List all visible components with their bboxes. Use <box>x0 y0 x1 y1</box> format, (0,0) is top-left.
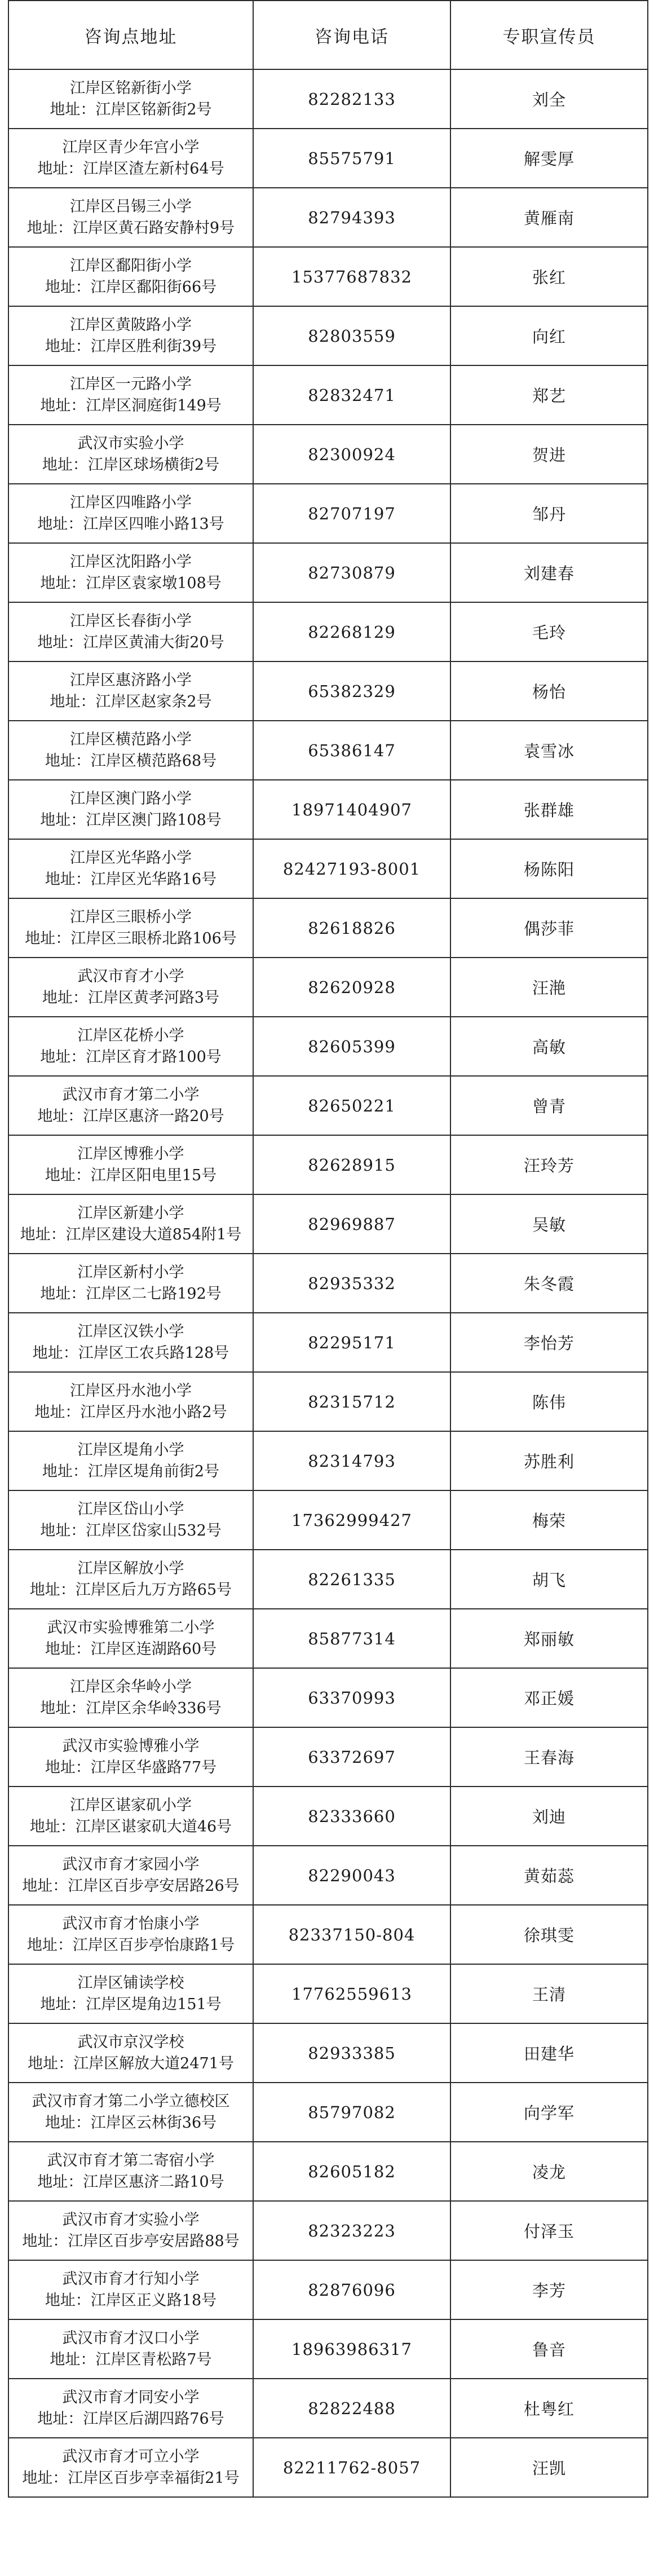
staff-cell: 汪滟 <box>450 958 648 1017</box>
site-name: 江岸区四唯路小学 <box>70 493 192 511</box>
site-address: 地址：江岸区连湖路60号 <box>45 1640 217 1658</box>
table-row <box>8 2201 648 2260</box>
phone-cell: 17362999427 <box>253 1490 450 1550</box>
staff-cell: 王春海 <box>450 1727 648 1787</box>
staff-cell: 胡飞 <box>450 1550 648 1609</box>
site-address: 地址：江岸区堤角边151号 <box>40 1995 222 2013</box>
table-row <box>8 602 648 661</box>
site-cell <box>8 1313 253 1372</box>
table-row <box>8 484 648 543</box>
site-cell <box>8 1076 253 1135</box>
phone-cell: 82605182 <box>253 2142 450 2201</box>
phone-cell: 82832471 <box>253 365 450 425</box>
staff-cell: 田建华 <box>450 2023 648 2083</box>
site-cell <box>8 1431 253 1490</box>
site-address: 地址：江岸区后湖四路76号 <box>37 2410 224 2428</box>
site-cell <box>8 1846 253 1905</box>
staff-cell: 向红 <box>450 306 648 365</box>
site-cell <box>8 129 253 188</box>
site-name: 江岸区黄陂路小学 <box>70 316 192 334</box>
site-cell <box>8 2319 253 2379</box>
site-name: 江岸区汉铁小学 <box>77 1322 184 1340</box>
site-address: 地址：江岸区二七路192号 <box>40 1285 222 1303</box>
table-row <box>8 1194 648 1254</box>
table-row <box>8 1668 648 1727</box>
staff-cell: 汪玲芳 <box>450 1135 648 1194</box>
table-row <box>8 839 648 898</box>
table-row <box>8 2023 648 2083</box>
site-name: 武汉市育才可立小学 <box>62 2447 200 2465</box>
site-name: 江岸区丹水池小学 <box>70 1382 192 1400</box>
site-cell <box>8 661 253 721</box>
table-row <box>8 543 648 602</box>
table-body <box>8 69 648 2497</box>
phone-cell: 82620928 <box>253 958 450 1017</box>
table-row <box>8 306 648 365</box>
table-row <box>8 247 648 306</box>
phone-cell: 82876096 <box>253 2260 450 2319</box>
site-name: 武汉市育才第二小学立德校区 <box>32 2092 230 2110</box>
site-name: 江岸区惠济路小学 <box>70 671 192 689</box>
phone-cell: 65382329 <box>253 661 450 721</box>
table-row <box>8 425 648 484</box>
phone-cell: 82618826 <box>253 898 450 958</box>
site-address: 地址：江岸区铭新街2号 <box>50 100 212 118</box>
site-cell <box>8 1550 253 1609</box>
phone-cell: 82935332 <box>253 1254 450 1313</box>
staff-cell: 郑丽敏 <box>450 1609 648 1668</box>
site-name: 江岸区解放小学 <box>77 1559 184 1577</box>
phone-cell: 85877314 <box>253 1609 450 1668</box>
site-cell <box>8 1964 253 2023</box>
site-name: 江岸区横范路小学 <box>70 730 192 748</box>
site-name: 江岸区铭新街小学 <box>70 79 192 97</box>
staff-cell: 偶莎菲 <box>450 898 648 958</box>
phone-cell: 63370993 <box>253 1668 450 1727</box>
site-address: 地址：江岸区光华路16号 <box>45 870 217 888</box>
site-address: 地址：江岸区云林街36号 <box>45 2114 217 2132</box>
phone-cell: 65386147 <box>253 721 450 780</box>
site-address: 地址：江岸区横范路68号 <box>45 752 217 770</box>
staff-cell: 吴敏 <box>450 1194 648 1254</box>
site-address: 地址：江岸区百步亭安居路88号 <box>22 2232 240 2250</box>
table-row <box>8 661 648 721</box>
phone-cell: 82323223 <box>253 2201 450 2260</box>
site-address: 地址：江岸区正义路18号 <box>45 2291 217 2309</box>
phone-cell: 82730879 <box>253 543 450 602</box>
staff-cell: 杨陈阳 <box>450 839 648 898</box>
staff-cell: 李芳 <box>450 2260 648 2319</box>
phone-cell: 17762559613 <box>253 1964 450 2023</box>
site-name: 武汉市实验博雅第二小学 <box>47 1618 215 1637</box>
site-cell <box>8 780 253 839</box>
site-address: 地址：江岸区惠济二路10号 <box>37 2173 224 2191</box>
staff-cell: 杨怡 <box>450 661 648 721</box>
table-row <box>8 188 648 247</box>
site-name: 武汉市实验小学 <box>77 434 184 452</box>
table-row <box>8 721 648 780</box>
phone-cell: 82707197 <box>253 484 450 543</box>
site-name: 江岸区新建小学 <box>77 1204 184 1222</box>
header-staff: 专职宣传员 <box>450 1 648 69</box>
site-name: 江岸区花桥小学 <box>77 1026 184 1044</box>
site-address: 地址：江岸区谌家矶大道46号 <box>29 1818 232 1836</box>
site-name: 武汉市京汉学校 <box>77 2033 184 2051</box>
site-address: 地址：江岸区后九万方路65号 <box>29 1581 232 1599</box>
table-row <box>8 1550 648 1609</box>
site-cell <box>8 247 253 306</box>
table-row <box>8 69 648 129</box>
site-address: 地址：江岸区黄孝河路3号 <box>42 989 220 1007</box>
site-address: 地址：江岸区解放大道2471号 <box>28 2054 234 2072</box>
phone-cell: 82295171 <box>253 1313 450 1372</box>
consultation-sheet <box>8 0 647 2498</box>
staff-cell: 朱冬霞 <box>450 1254 648 1313</box>
table-row <box>8 2319 648 2379</box>
phone-cell: 82794393 <box>253 188 450 247</box>
site-cell <box>8 306 253 365</box>
phone-cell: 82333660 <box>253 1787 450 1846</box>
site-address: 地址：江岸区惠济一路20号 <box>37 1107 224 1125</box>
table-row <box>8 1431 648 1490</box>
phone-cell: 82268129 <box>253 602 450 661</box>
site-address: 地址：江岸区百步亭幸福街21号 <box>22 2469 240 2487</box>
phone-cell: 82261335 <box>253 1550 450 1609</box>
site-address: 地址：江岸区四唯小路13号 <box>37 515 224 533</box>
staff-cell: 徐琪雯 <box>450 1905 648 1964</box>
site-address: 地址：江岸区洞庭街149号 <box>40 396 222 414</box>
site-address: 地址：江岸区赵家条2号 <box>50 692 212 711</box>
site-cell <box>8 425 253 484</box>
site-cell <box>8 1905 253 1964</box>
table-row <box>8 2260 648 2319</box>
site-name: 江岸区三眼桥小学 <box>70 908 192 926</box>
site-name: 江岸区一元路小学 <box>70 375 192 393</box>
staff-cell: 付泽玉 <box>450 2201 648 2260</box>
table-row <box>8 1076 648 1135</box>
table-row <box>8 1135 648 1194</box>
site-address: 地址：江岸区袁家墩108号 <box>40 574 222 592</box>
table-row <box>8 129 648 188</box>
site-name: 江岸区沈阳路小学 <box>70 553 192 571</box>
table-row <box>8 2379 648 2438</box>
site-cell <box>8 1017 253 1076</box>
staff-cell: 张群雄 <box>450 780 648 839</box>
header-phone: 咨询电话 <box>253 1 450 69</box>
site-address: 地址：江岸区黄石路安静村9号 <box>26 219 235 237</box>
site-name: 武汉市育才怡康小学 <box>62 1915 200 1933</box>
phone-cell: 82337150-804 <box>253 1905 450 1964</box>
staff-cell: 黄茹蕊 <box>450 1846 648 1905</box>
phone-cell: 63372697 <box>253 1727 450 1787</box>
site-cell <box>8 2023 253 2083</box>
site-name: 武汉市育才家园小学 <box>62 1855 200 1873</box>
staff-cell: 鲁音 <box>450 2319 648 2379</box>
site-address: 地址：江岸区黄浦大街20号 <box>37 633 224 651</box>
table-row <box>8 1017 648 1076</box>
site-address: 地址：江岸区青松路7号 <box>50 2350 212 2368</box>
site-cell <box>8 1787 253 1846</box>
site-name: 武汉市育才第二小学 <box>62 1086 200 1104</box>
phone-cell: 85797082 <box>253 2083 450 2142</box>
site-address: 地址：江岸区鄱阳街66号 <box>45 278 217 296</box>
site-name: 江岸区博雅小学 <box>77 1145 184 1163</box>
header-row <box>8 1 648 69</box>
site-name: 武汉市育才行知小学 <box>62 2270 200 2288</box>
table-row <box>8 1905 648 1964</box>
site-name: 江岸区吕锡三小学 <box>70 197 192 215</box>
site-name: 江岸区谌家矶小学 <box>70 1796 192 1814</box>
site-cell <box>8 484 253 543</box>
phone-cell: 18971404907 <box>253 780 450 839</box>
site-cell <box>8 1372 253 1431</box>
site-address: 地址：江岸区百步亭安居路26号 <box>22 1877 240 1895</box>
site-cell <box>8 1490 253 1550</box>
site-name: 江岸区澳门路小学 <box>70 789 192 808</box>
site-cell <box>8 898 253 958</box>
site-name: 江岸区青少年宫小学 <box>62 138 200 156</box>
site-address: 地址：江岸区胜利街39号 <box>45 337 217 355</box>
site-address: 地址：江岸区工农兵路128号 <box>32 1344 229 1362</box>
table-row <box>8 2438 648 2497</box>
site-name: 武汉市育才第二寄宿小学 <box>47 2151 215 2169</box>
site-name: 江岸区铺读学校 <box>77 1974 184 1992</box>
site-cell <box>8 1194 253 1254</box>
staff-cell: 刘建春 <box>450 543 648 602</box>
site-name: 江岸区余华岭小学 <box>70 1678 192 1696</box>
staff-cell: 毛玲 <box>450 602 648 661</box>
table-row <box>8 1609 648 1668</box>
staff-cell: 刘全 <box>450 69 648 129</box>
site-name: 武汉市育才汉口小学 <box>62 2329 200 2347</box>
site-cell <box>8 1609 253 1668</box>
table-row <box>8 2083 648 2142</box>
site-cell <box>8 365 253 425</box>
staff-cell: 曾青 <box>450 1076 648 1135</box>
staff-cell: 高敏 <box>450 1017 648 1076</box>
site-cell <box>8 2260 253 2319</box>
site-cell <box>8 2142 253 2201</box>
phone-cell: 15377687832 <box>253 247 450 306</box>
staff-cell: 邓正媛 <box>450 1668 648 1727</box>
staff-cell: 王清 <box>450 1964 648 2023</box>
header-site: 咨询点地址 <box>8 1 253 69</box>
site-cell <box>8 2083 253 2142</box>
site-cell <box>8 958 253 1017</box>
site-address: 地址：江岸区百步亭怡康路1号 <box>26 1936 235 1954</box>
table-row <box>8 1254 648 1313</box>
table-header <box>8 1 648 69</box>
staff-cell: 向学军 <box>450 2083 648 2142</box>
phone-cell: 82300924 <box>253 425 450 484</box>
phone-cell: 18963986317 <box>253 2319 450 2379</box>
site-cell <box>8 188 253 247</box>
table-row <box>8 2142 648 2201</box>
staff-cell: 邹丹 <box>450 484 648 543</box>
site-name: 江岸区长春街小学 <box>70 612 192 630</box>
table-row <box>8 1313 648 1372</box>
site-address: 地址：江岸区三眼桥北路106号 <box>25 929 237 947</box>
staff-cell: 张红 <box>450 247 648 306</box>
phone-cell: 82628915 <box>253 1135 450 1194</box>
site-address: 地址：江岸区堤角前街2号 <box>42 1462 220 1480</box>
site-address: 地址：江岸区渣左新村64号 <box>37 160 224 178</box>
site-address: 地址：江岸区建设大道854附1号 <box>20 1225 242 1243</box>
phone-cell: 82427193-8001 <box>253 839 450 898</box>
table-row <box>8 1490 648 1550</box>
site-cell <box>8 602 253 661</box>
staff-cell: 解雯厚 <box>450 129 648 188</box>
site-cell <box>8 721 253 780</box>
table-row <box>8 1787 648 1846</box>
phone-cell: 82822488 <box>253 2379 450 2438</box>
phone-cell: 82933385 <box>253 2023 450 2083</box>
staff-cell: 贺进 <box>450 425 648 484</box>
staff-cell: 李怡芳 <box>450 1313 648 1372</box>
site-cell <box>8 839 253 898</box>
staff-cell: 陈伟 <box>450 1372 648 1431</box>
site-name: 武汉市育才实验小学 <box>62 2211 200 2229</box>
site-cell <box>8 1668 253 1727</box>
site-name: 武汉市育才小学 <box>77 967 184 985</box>
table-row <box>8 1846 648 1905</box>
staff-cell: 杜粤红 <box>450 2379 648 2438</box>
phone-cell: 85575791 <box>253 129 450 188</box>
site-cell <box>8 1254 253 1313</box>
table-row <box>8 1372 648 1431</box>
table-row <box>8 780 648 839</box>
staff-cell: 黄雁南 <box>450 188 648 247</box>
site-name: 江岸区光华路小学 <box>70 849 192 867</box>
phone-cell: 82315712 <box>253 1372 450 1431</box>
site-name: 江岸区鄱阳街小学 <box>70 257 192 275</box>
phone-cell: 82650221 <box>253 1076 450 1135</box>
table-row <box>8 1964 648 2023</box>
site-name: 武汉市实验博雅小学 <box>62 1737 200 1755</box>
table-row <box>8 958 648 1017</box>
site-name: 武汉市育才同安小学 <box>62 2388 200 2406</box>
phone-cell: 82969887 <box>253 1194 450 1254</box>
table-row <box>8 898 648 958</box>
site-address: 地址：江岸区阳电里15号 <box>45 1166 217 1184</box>
site-address: 地址：江岸区澳门路108号 <box>40 811 222 829</box>
site-address: 地址：江岸区丹水池小路2号 <box>34 1403 227 1421</box>
staff-cell: 凌龙 <box>450 2142 648 2201</box>
site-cell <box>8 543 253 602</box>
site-address: 地址：江岸区余华岭336号 <box>40 1699 222 1717</box>
staff-cell: 汪凯 <box>450 2438 648 2497</box>
table-row <box>8 365 648 425</box>
phone-cell: 82282133 <box>253 69 450 129</box>
site-cell <box>8 1135 253 1194</box>
phone-cell: 82605399 <box>253 1017 450 1076</box>
site-cell <box>8 2438 253 2497</box>
staff-cell: 郑艺 <box>450 365 648 425</box>
site-address: 地址：江岸区育才路100号 <box>40 1048 222 1066</box>
site-name: 江岸区新村小学 <box>77 1263 184 1281</box>
staff-cell: 梅荣 <box>450 1490 648 1550</box>
site-cell <box>8 1727 253 1787</box>
site-cell <box>8 69 253 129</box>
staff-cell: 苏胜利 <box>450 1431 648 1490</box>
consultation-table <box>8 0 648 2498</box>
site-cell <box>8 2379 253 2438</box>
phone-cell: 82803559 <box>253 306 450 365</box>
site-address: 地址：江岸区球场横街2号 <box>42 456 220 474</box>
site-cell <box>8 2201 253 2260</box>
phone-cell: 82211762-8057 <box>253 2438 450 2497</box>
site-name: 江岸区堤角小学 <box>77 1441 184 1459</box>
phone-cell: 82314793 <box>253 1431 450 1490</box>
table-row <box>8 1727 648 1787</box>
staff-cell: 刘迪 <box>450 1787 648 1846</box>
site-name: 江岸区岱山小学 <box>77 1500 184 1518</box>
site-address: 地址：江岸区岱家山532号 <box>40 1521 222 1540</box>
site-address: 地址：江岸区华盛路77号 <box>45 1758 217 1776</box>
phone-cell: 82290043 <box>253 1846 450 1905</box>
staff-cell: 袁雪冰 <box>450 721 648 780</box>
